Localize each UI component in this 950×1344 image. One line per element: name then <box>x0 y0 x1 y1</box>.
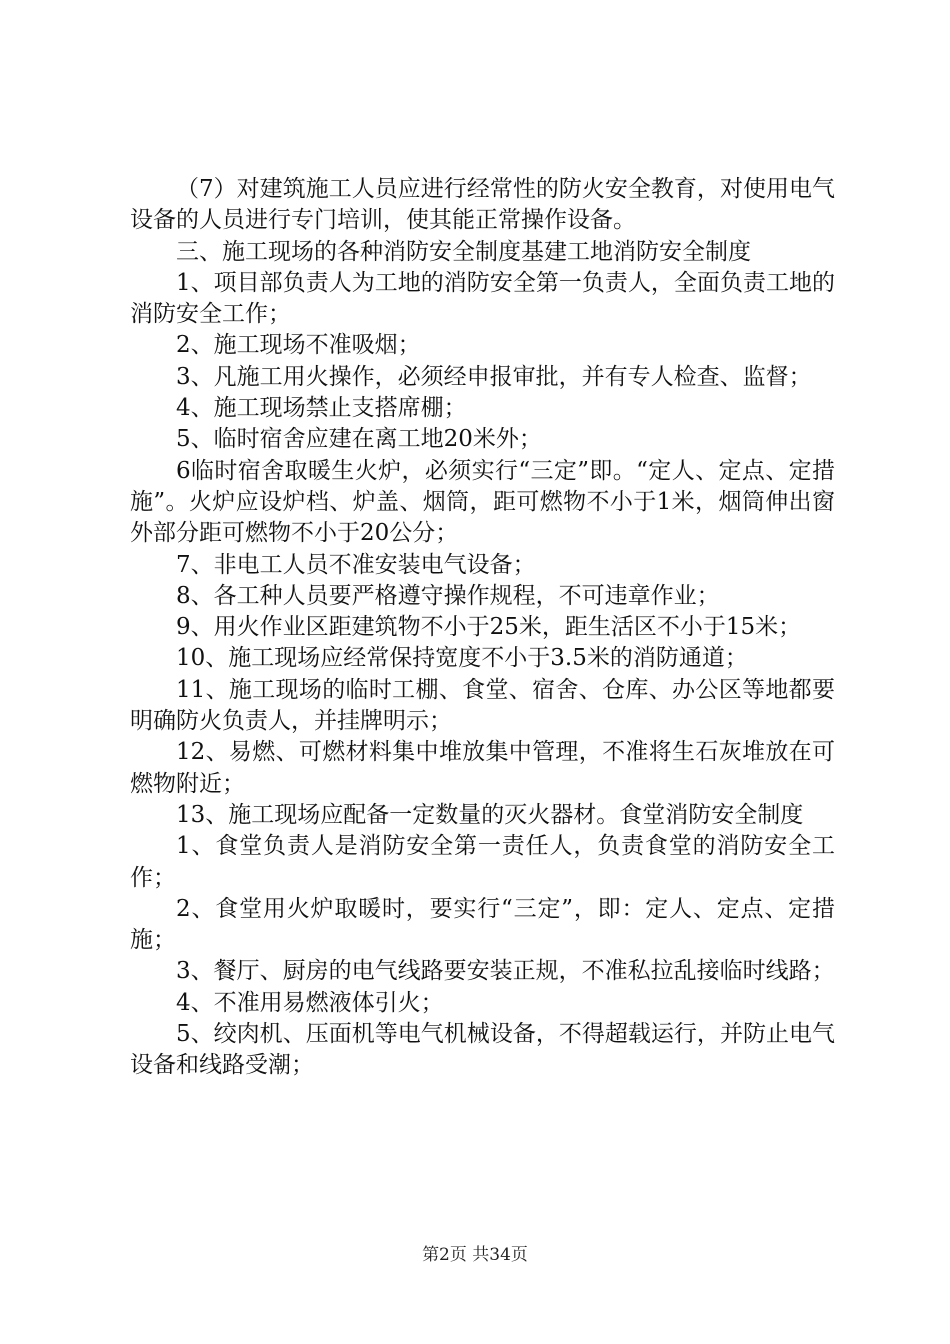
paragraph: 10、施工现场应经常保持宽度不小于3.5米的消防通道； <box>176 645 748 672</box>
paragraph: 三、施工现场的各种消防安全制度基建工地消防安全制度 <box>176 238 751 265</box>
paragraph: 3、凡施工用火操作，必须经申报审批，并有专人检查、监督； <box>176 363 812 390</box>
paragraph: 13、施工现场应配备一定数量的灭火器材。食堂消防安全制度 <box>176 801 804 828</box>
paragraph: 1、食堂负责人是消防安全第一责任人，负责食堂的消防安全工作； <box>130 833 835 891</box>
paragraph: 12、易燃、可燃材料集中堆放集中管理，不准将生石灰堆放在可燃物附近； <box>130 739 835 797</box>
paragraph: 1、项目部负责人为工地的消防安全第一负责人，全面负责工地的消防安全工作； <box>130 269 835 328</box>
page-footer <box>0 1244 950 1266</box>
paragraph: 3、餐厅、厨房的电气线路要安装正规，不准私拉乱接临时线路； <box>176 958 835 985</box>
paragraph: 6临时宿舍取暖生火炉，必须实行“三定”即。“定人、定点、定措施”。火炉应设炉档、炉盖、烟筒，距可燃物不小于1米，烟筒伸出窗外部分距可燃物不小于20公分； <box>130 457 835 547</box>
document-body <box>130 174 835 1082</box>
paragraph: 7、非电工人员不准安装电气设备； <box>176 551 536 578</box>
paragraph: 5、临时宿舍应建在离工地20米外； <box>176 426 542 453</box>
page-number-label: 第2页 共34页 <box>422 1245 528 1265</box>
paragraph: 2、施工现场不准吸烟； <box>176 332 421 359</box>
paragraph: 4、施工现场禁止支搭席棚； <box>176 395 467 422</box>
paragraph: 11、施工现场的临时工棚、食堂、宿舍、仓库、办公区等地都要明确防火负责人，并挂牌明示； <box>130 676 835 735</box>
paragraph: 9、用火作业区距建筑物不小于25米，距生活区不小于15米； <box>176 614 802 641</box>
paragraph: （7）对建筑施工人员应进行经常性的防火安全教育，对使用电气设备的人员进行专门培训，使其能正常操作设备。 <box>130 176 835 234</box>
paragraph: 4、不准用易燃液体引火； <box>176 989 444 1016</box>
paragraph: 2、食堂用火炉取暖时，要实行“三定”，即：定人、定点、定措施； <box>130 895 835 954</box>
paragraph: 5、绞肉机、压面机等电气机械设备，不得超载运行，并防止电气设备和线路受潮； <box>130 1021 835 1079</box>
paragraph: 8、各工种人员要严格遵守操作规程，不可违章作业； <box>176 582 720 609</box>
